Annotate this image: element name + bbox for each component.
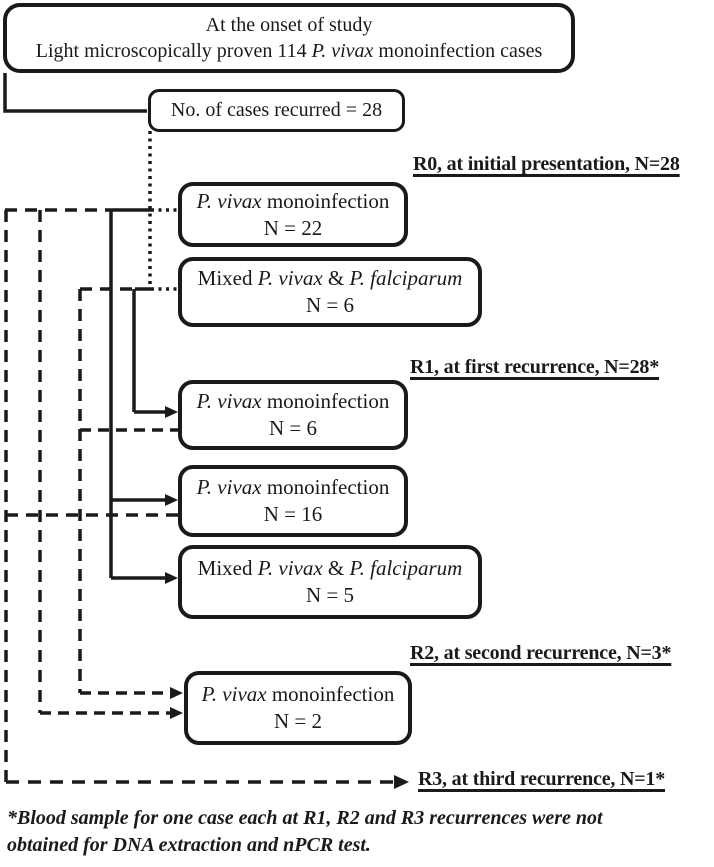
case-count: N = 22 bbox=[263, 215, 323, 240]
r1-vivax-a-box: P. vivax monoinfection N = 6 bbox=[178, 380, 408, 450]
connector-onset-to-recurred bbox=[5, 73, 147, 111]
species-name: P. falciparum bbox=[349, 266, 463, 290]
arrowhead-n16 bbox=[165, 494, 178, 506]
recurred-label: No. of cases recurred = 28 bbox=[170, 99, 383, 121]
species-name: P. vivax bbox=[201, 682, 267, 706]
arrowhead-n2-lower bbox=[170, 707, 183, 719]
r0-vivax-box: P. vivax monoinfection N = 22 bbox=[178, 182, 408, 247]
species-name: P. vivax bbox=[311, 40, 374, 62]
stage-heading-r0: R0, at initial presentation, N=28 bbox=[413, 153, 680, 175]
stage-heading-r2: R2, at second recurrence, N=3* bbox=[410, 642, 672, 664]
case-count: N = 2 bbox=[273, 709, 322, 733]
species-name: P. vivax bbox=[196, 389, 262, 413]
onset-line1: At the onset of study bbox=[205, 14, 373, 36]
case-count: N = 6 bbox=[305, 293, 354, 317]
species-name: P. vivax bbox=[257, 556, 323, 580]
species-name: P. vivax bbox=[257, 266, 323, 290]
arrowhead-n6 bbox=[165, 406, 178, 418]
species-name: P. falciparum bbox=[349, 556, 463, 580]
stage-heading-r1: R1, at first recurrence, N=28* bbox=[410, 356, 660, 378]
r1-vivax-b-box: P. vivax monoinfection N = 16 bbox=[178, 465, 408, 537]
footnote-line2: obtained for DNA extraction and nPCR test. bbox=[7, 834, 371, 856]
r1-mixed-box: Mixed P. vivax & P. falciparum N = 5 bbox=[178, 545, 482, 619]
onset-line2: Light microscopically proven 114 P. vivax monoinfection cases bbox=[35, 40, 543, 62]
r2-vivax-box: P. vivax monoinfection N = 2 bbox=[184, 671, 412, 745]
onset-box bbox=[3, 3, 575, 73]
footnote bbox=[7, 805, 667, 859]
arrowhead-mixed5 bbox=[165, 572, 178, 584]
stage-heading-r3: R3, at third recurrence, N=1* bbox=[418, 768, 666, 790]
arrowhead-n2-upper bbox=[170, 687, 183, 699]
footnote-line1: *Blood sample for one case each at R1, R2 and R3 recurrences were not bbox=[7, 807, 603, 829]
arrowhead-r3 bbox=[394, 775, 409, 789]
recurred-box bbox=[148, 89, 405, 132]
r0-mixed-box: Mixed P. vivax & P. falciparum N = 6 bbox=[178, 257, 482, 327]
case-count: N = 16 bbox=[263, 502, 323, 526]
species-name: P. vivax bbox=[196, 188, 262, 213]
case-count: N = 6 bbox=[268, 416, 317, 440]
case-count: N = 5 bbox=[305, 583, 354, 607]
species-name: P. vivax bbox=[196, 475, 262, 499]
